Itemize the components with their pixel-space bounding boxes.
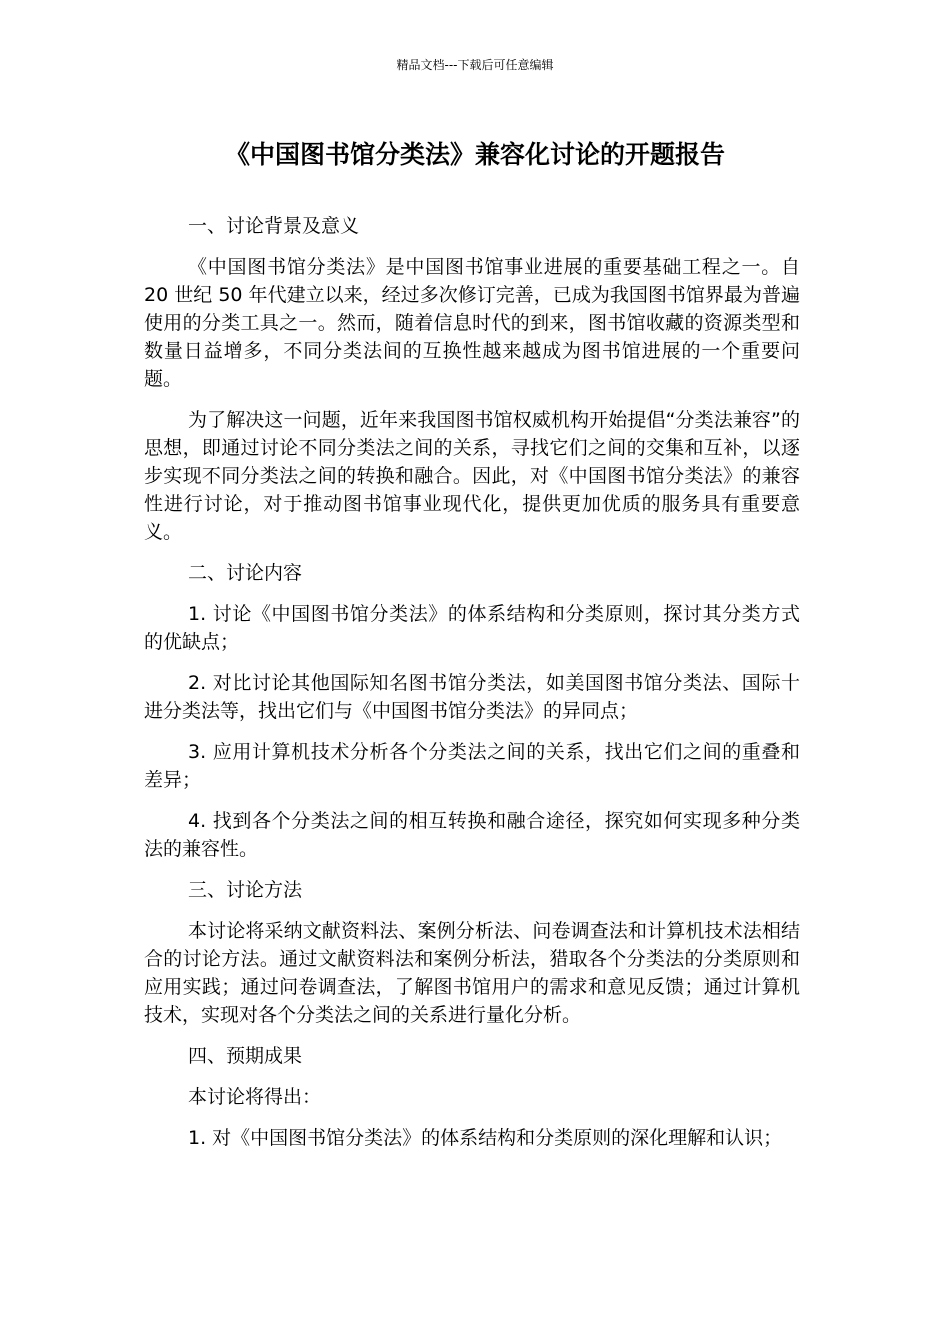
section-heading-content: 二、讨论内容 — [188, 562, 303, 584]
list-item-content-1: 1. 讨论《中国图书馆分类法》的体系结构和分类原则，探讨其分类方式的优缺点； — [144, 603, 800, 653]
list-item-results-1: 1. 对《中国图书馆分类法》的体系结构和分类原则的深化理解和认识； — [188, 1127, 783, 1149]
page-header-note: 精品文档---下载后可任意编辑 — [396, 58, 554, 72]
list-item-content-2: 2. 对比讨论其他国际知名图书馆分类法，如美国图书馆分类法、国际十进分类法等，找出它们与《中国图书馆分类法》的异同点； — [144, 672, 800, 722]
paragraph-background-1: 《中国图书馆分类法》是中国图书馆事业进展的重要基础工程之一。自 20 世纪 50 年代建立以来，经过多次修订完善，已成为我国图书馆界最为普遍使用的分类工具之一。然而，随着信息时代的到来，图书馆收藏的资源类型和数量日益增多，不同分类法间的互换性越来越成为图书馆进展的一个重要问题。 — [144, 256, 800, 390]
paragraph-method: 本讨论将采纳文献资料法、案例分析法、问卷调查法和计算机技术法相结合的讨论方法。通过文献资料法和案例分析法，猎取各个分类法的分类原则和应用实践；通过问卷调查法，了解图书馆用户的需求和意见反馈；通过计算机技术，实现对各个分类法之间的关系进行量化分析。 — [144, 920, 800, 1026]
section-heading-method: 三、讨论方法 — [188, 879, 303, 901]
document-body — [144, 212, 800, 1165]
section-heading-background: 一、讨论背景及意义 — [188, 215, 360, 237]
list-item-content-3: 3. 应用计算机技术分析各个分类法之间的关系，找出它们之间的重叠和差异； — [144, 741, 800, 791]
document-title: 《中国图书馆分类法》兼容化讨论的开题报告 — [224, 140, 725, 169]
paragraph-background-2: 为了解决这一问题，近年来我国图书馆权威机构开始提倡“分类法兼容”的思想，即通过讨论不同分类法之间的关系，寻找它们之间的交集和互补，以逐步实现不同分类法之间的转换和融合。因此，对《中国图书馆分类法》的兼容性进行讨论，对于推动图书馆事业现代化，提供更加优质的服务具有重要意义。 — [144, 409, 800, 543]
list-item-content-4: 4. 找到各个分类法之间的相互转换和融合途径，探究如何实现多种分类法的兼容性。 — [144, 810, 800, 860]
section-heading-results: 四、预期成果 — [188, 1045, 303, 1067]
paragraph-results-intro: 本讨论将得出： — [188, 1086, 322, 1108]
